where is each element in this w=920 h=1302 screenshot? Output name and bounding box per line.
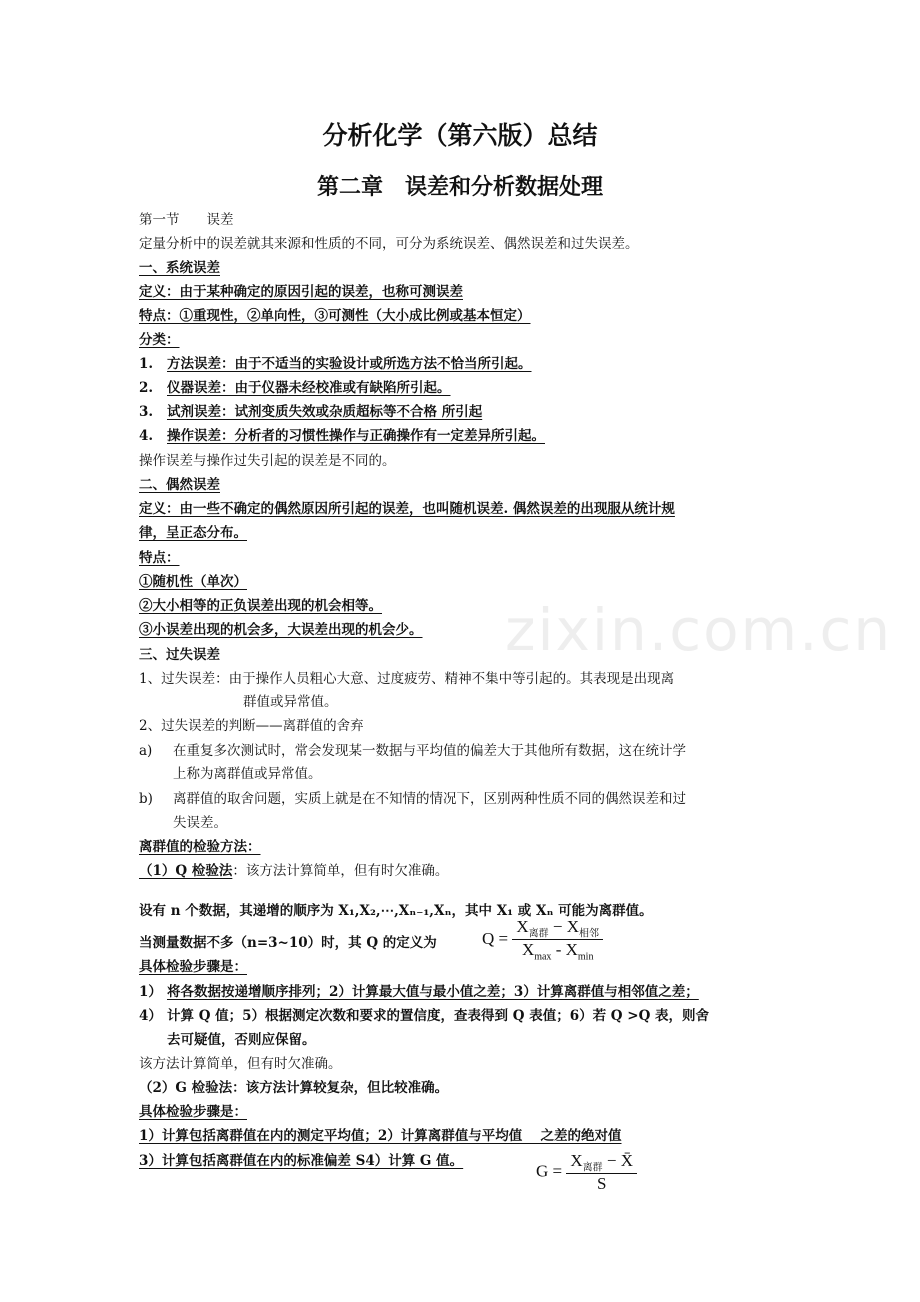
list-item-text: 离群值的取舍问题，实质上就是在不知情的情况下，区别两种性质不同的偶然误差和过 (173, 791, 686, 807)
q-formula-fraction (512, 917, 603, 963)
random-error-heading: 二、偶然误差 (139, 477, 220, 493)
watermark: zixin.com.cn (505, 596, 893, 664)
class-item-number: 4. (139, 428, 154, 444)
symbol: X (516, 917, 529, 936)
subscript: max (534, 951, 552, 963)
random-definition-line2: 律，呈正态分布。 (139, 525, 247, 541)
gross-error-item-1-cont: 群值或异常值。 (243, 694, 338, 710)
step-text: 计算 Q 值；5）根据测定次数和要求的置信度，查表得到 Q 表值；6）若 Q >Q 表，则舍 (167, 1008, 710, 1024)
g-step-line-1: 1）计算包括离群值在内的测定平均值；2）计算离群值与平均值 之差的绝对值 (139, 1128, 622, 1144)
q-test-note-2: 该方法计算简单，但有时欠准确。 (139, 1056, 342, 1072)
class-item-number: 2. (139, 380, 154, 396)
gross-error-heading: 三、过失误差 (139, 647, 220, 663)
document-title: 分析化学（第六版）总结 (322, 121, 598, 150)
q-formula-numerator (512, 917, 603, 940)
g-steps-heading: 具体检验步骤是： (139, 1104, 247, 1120)
g-formula (536, 1151, 637, 1194)
subscript: min (577, 951, 594, 963)
subscript: 离群 (582, 1162, 603, 1174)
class-item-4 (139, 426, 545, 446)
list-item-b (139, 789, 686, 809)
systematic-error-heading: 一、系统误差 (139, 260, 220, 276)
q-step-line-4-cont: 去可疑值，否则应保留。 (167, 1032, 316, 1048)
symbol: X (566, 917, 580, 936)
operator: − (548, 917, 567, 936)
g-formula-numerator (566, 1151, 637, 1174)
intro-text: 定量分析中的误差就其来源和性质的不同，可分为系统误差、偶然误差和过失误差。 (139, 236, 639, 252)
operator: - (551, 940, 566, 960)
class-item-text: 方法误差：由于不适当的实验设计或所选方法不恰当所引起。 (167, 356, 532, 372)
random-feature-3: ③小误差出现的机会多，大误差出现的机会少。 (139, 622, 423, 638)
symbol: X (570, 1151, 583, 1170)
q-formula-denominator (512, 940, 603, 962)
gross-error-item-1: 1、过失误差：由于操作人员粗心大意、过度疲劳、精神不集中等引起的。其表现是出现离 (139, 671, 675, 687)
random-features: 特点： (139, 550, 180, 566)
gross-error-item-2: 2、过失误差的判断——离群值的舍弃 (139, 718, 364, 734)
g-formula-fraction (566, 1151, 637, 1194)
symbol: X (565, 940, 578, 960)
outlier-test-heading: 离群值的检验方法： (139, 839, 261, 855)
random-feature-1: ①随机性（单次） (139, 574, 247, 590)
list-item-text: 在重复多次测试时，常会发现某一数据与平均值的偏差大于其他所有数据，这在统计学 (173, 743, 686, 759)
class-item-number: 3. (139, 404, 154, 420)
operation-note: 操作误差与操作过失引起的误差是不同的。 (139, 453, 396, 469)
subscript: 离群 (528, 928, 549, 940)
q-formula-lhs: Q = (482, 928, 509, 948)
q-test-line (139, 861, 448, 881)
class-item-1 (139, 354, 532, 374)
list-item-a-cont: 上称为离群值或异常值。 (173, 766, 322, 782)
step-number: 4） (139, 1008, 162, 1024)
section-heading: 第一节 误差 (139, 212, 234, 228)
q-test-note: ：该方法计算简单，但有时欠准确。 (232, 863, 449, 879)
q-steps-heading: 具体检验步骤是： (139, 959, 247, 975)
g-formula-lhs: G = (536, 1161, 563, 1181)
class-item-number: 1. (139, 356, 154, 372)
class-item-text: 仪器误差：由于仪器未经校准或有缺陷所引起。 (167, 380, 451, 396)
q-step-line-4 (139, 1006, 709, 1026)
list-item-a (139, 741, 686, 761)
step-text: 将各数据按递增顺序排列；2）计算最大值与最小值之差；3）计算离群值与相邻值之差； (167, 984, 699, 1000)
q-formula (482, 917, 603, 963)
random-feature-2: ②大小相等的正负误差出现的机会相等。 (139, 598, 382, 614)
chapter-title: 第二章 误差和分析数据处理 (316, 175, 603, 200)
step-number: 1） (139, 984, 162, 1000)
systematic-features: 特点：①重现性，②单向性，③可测性（大小成比例或基本恒定） (139, 308, 531, 324)
data-order-text: 设有 n 个数据，其递增的顺序为 X₁,X₂,⋯,Xₙ₋₁,Xₙ，其中 X₁ 或 Xₙ 可能为离群值。 (139, 903, 653, 919)
g-test-heading: （2）G 检验法：该方法计算较复杂，但比较准确。 (139, 1080, 449, 1096)
class-item-text: 试剂误差：试剂变质失效或杂质超标等不合格 所引起 (167, 404, 483, 420)
g-formula-denominator: S (596, 1174, 607, 1194)
systematic-classification: 分类： (139, 332, 180, 348)
symbol: X̄ (620, 1151, 634, 1170)
list-item-label: b) (139, 791, 153, 807)
class-item-text: 操作误差：分析者的习惯性操作与正确操作有一定差异所引起。 (167, 428, 545, 444)
q-definition-text: 当测量数据不多（n=3~10）时，其 Q 的定义为 (139, 935, 437, 951)
symbol: X (521, 940, 535, 960)
subscript: 相邻 (579, 928, 600, 940)
g-step-line-3: 3）计算包括离群值在内的标准偏差 S4）计算 G 值。 (139, 1153, 464, 1169)
class-item-3 (139, 402, 482, 422)
random-definition-line1: 定义：由一些不确定的偶然原因所引起的误差，也叫随机误差. 偶然误差的出现服从统计规 (139, 501, 675, 517)
q-test-heading: （1）Q 检验法 (139, 863, 233, 879)
operator: − (602, 1151, 621, 1170)
class-item-2 (139, 378, 451, 398)
systematic-definition: 定义：由于某种确定的原因引起的误差，也称可测误差 (139, 284, 463, 300)
list-item-b-cont: 失误差。 (173, 815, 227, 831)
q-step-line-1 (139, 982, 699, 1002)
list-item-label: a) (139, 743, 153, 759)
